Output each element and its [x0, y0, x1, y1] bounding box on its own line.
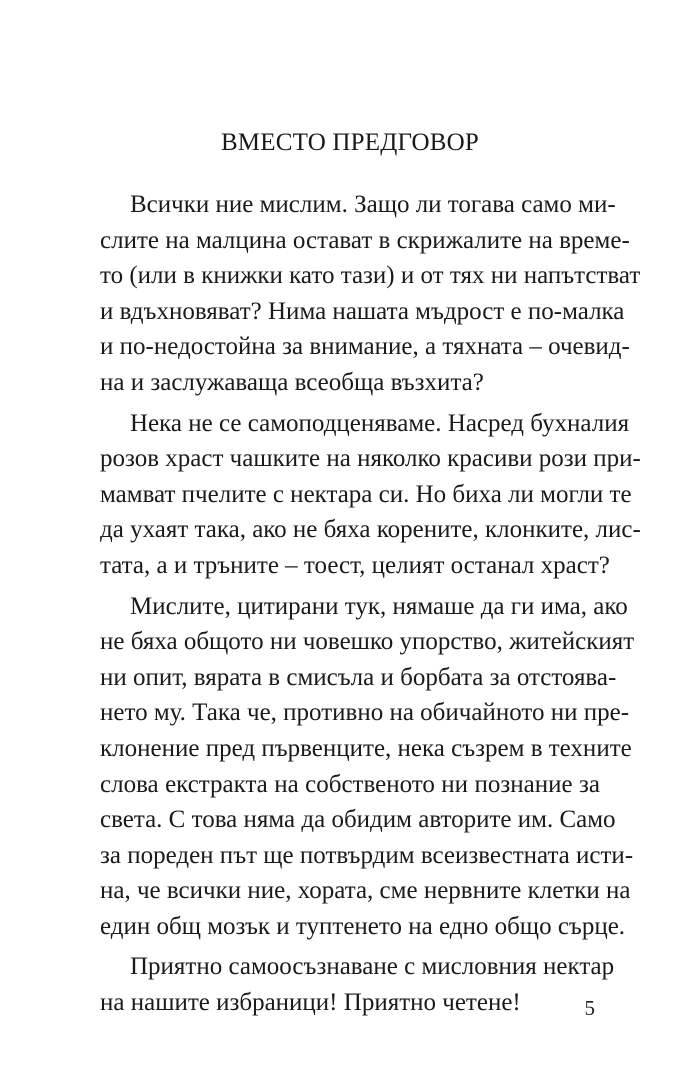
text-line: Всички ние мислим. Защо ли тогава само ми- — [130, 191, 616, 218]
text-line: слова екстракта на собственото ни познание за — [100, 770, 600, 798]
text-line: на и заслужаваща всеобща възхита? — [100, 368, 484, 396]
text-line: Приятно самоосъзнаване с мисловния нектар — [130, 953, 615, 981]
text-line: не бяха общото ни човешко упорство, житейският — [100, 628, 635, 656]
text-line: ни опит, вярата в смисъла и борбата за отстоява- — [100, 663, 617, 691]
text-line: Мислите, цитирани тук, нямаше да ги има, ако — [130, 592, 628, 620]
text-line: мамват пчелите с нектара си. Но биха ли могли те — [100, 480, 632, 508]
body-text — [100, 187, 641, 1026]
chapter-title: ВМЕСТО ПРЕДГОВОР — [220, 129, 480, 156]
text-line: и по-недостойна за внимание, а тяхната – очевид- — [100, 333, 630, 361]
text-line: Нека не се самоподценяваме. Насред бухналия — [130, 409, 630, 437]
page-number: 5 — [584, 996, 595, 1020]
paragraph-3 — [100, 589, 635, 945]
paragraph-2 — [100, 406, 641, 584]
text-line: да ухаят така, ако не бяха корените, клонките, лис- — [100, 516, 641, 544]
text-line: розов храст чашките на няколко красиви рози при- — [100, 445, 641, 473]
text-line: на, че всички ние, хората, сме нервните клетки на — [100, 877, 631, 905]
paragraph-4 — [100, 949, 615, 1020]
text-line: един общ мозък и туптенето на едно общо сърце. — [100, 912, 626, 940]
text-line: клонение пред първенците, нека съзрем в техните — [100, 734, 632, 762]
text-line: на нашите избраници! Приятно четене! — [100, 989, 521, 1017]
text-line: то (или в книжки като тази) и от тях ни напътстват — [100, 262, 641, 290]
text-line: слите на малцина остават в скрижалите на време- — [100, 226, 630, 254]
text-line: тата, а и тръните – тоест, целият останал храст? — [100, 551, 610, 579]
text-line: и вдъхновяват? Нима нашата мъдрост е по-малка — [100, 297, 625, 325]
text-line: за пореден път ще потвърдим всеизвестната исти- — [100, 841, 634, 869]
text-line: нето му. Така че, противно на обичайното ни пре- — [100, 699, 630, 727]
paragraph-1 — [100, 187, 641, 401]
text-line: света. С това няма да обидим авторите им. Само — [100, 806, 616, 834]
